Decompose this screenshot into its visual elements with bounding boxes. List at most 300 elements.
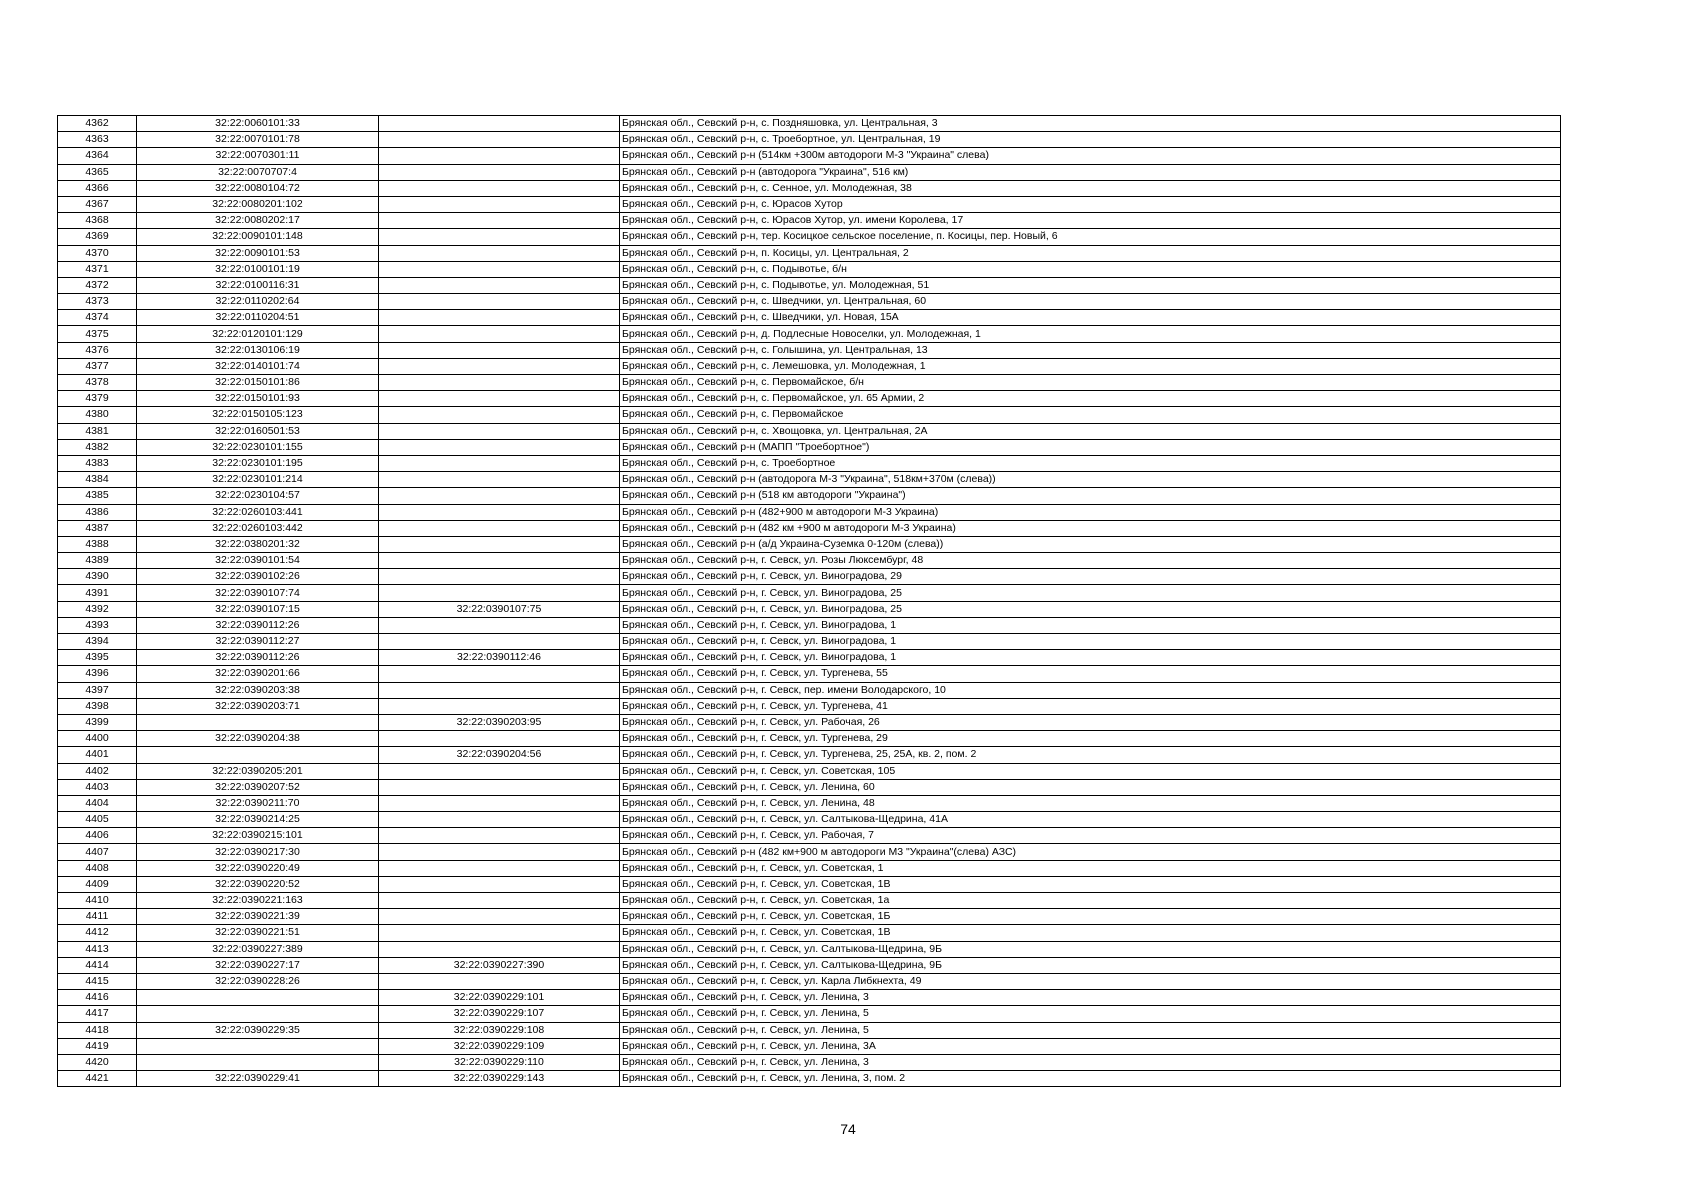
row-number-cell: 4391	[58, 585, 137, 601]
cadastral-number-cell: 32:22:0070101:78	[137, 132, 379, 148]
table-row	[58, 180, 1561, 196]
table-row	[58, 520, 1561, 536]
cadastral-number-cell: 32:22:0110204:51	[137, 310, 379, 326]
row-number-cell: 4394	[58, 634, 137, 650]
table-row	[58, 245, 1561, 261]
linked-cadastral-number-cell	[379, 439, 620, 455]
cadastral-number-cell: 32:22:0390220:49	[137, 860, 379, 876]
row-number-cell: 4418	[58, 1022, 137, 1038]
linked-cadastral-number-cell	[379, 925, 620, 941]
linked-cadastral-number-cell	[379, 941, 620, 957]
row-number-cell: 4403	[58, 779, 137, 795]
table-row	[58, 391, 1561, 407]
table-row	[58, 213, 1561, 229]
linked-cadastral-number-cell	[379, 407, 620, 423]
linked-cadastral-number-cell	[379, 196, 620, 212]
linked-cadastral-number-cell	[379, 358, 620, 374]
row-number-cell: 4383	[58, 455, 137, 471]
cadastral-number-cell: 32:22:0090101:53	[137, 245, 379, 261]
address-cell: Брянская обл., Севский р-н, г. Севск, ул. Виноградова, 25	[620, 585, 1561, 601]
table-row	[58, 277, 1561, 293]
address-cell: Брянская обл., Севский р-н, с. Сенное, ул. Молодежная, 38	[620, 180, 1561, 196]
linked-cadastral-number-cell	[379, 455, 620, 471]
table-row	[58, 423, 1561, 439]
row-number-cell: 4421	[58, 1071, 137, 1087]
table-row	[58, 893, 1561, 909]
table-row	[58, 634, 1561, 650]
cadastral-number-cell: 32:22:0090101:148	[137, 229, 379, 245]
address-cell: Брянская обл., Севский р-н, с. Первомайское	[620, 407, 1561, 423]
address-cell: Брянская обл., Севский р-н, г. Севск, ул. Виноградова, 1	[620, 650, 1561, 666]
linked-cadastral-number-cell	[379, 617, 620, 633]
row-number-cell: 4393	[58, 617, 137, 633]
address-cell: Брянская обл., Севский р-н, г. Севск, ул. Ленина, 3, пом. 2	[620, 1071, 1561, 1087]
linked-cadastral-number-cell: 32:22:0390229:101	[379, 990, 620, 1006]
cadastral-number-cell: 32:22:0060101:33	[137, 116, 379, 132]
row-number-cell: 4380	[58, 407, 137, 423]
linked-cadastral-number-cell	[379, 553, 620, 569]
cadastral-number-cell: 32:22:0140101:74	[137, 358, 379, 374]
table-row	[58, 909, 1561, 925]
cadastral-number-cell: 32:22:0150105:123	[137, 407, 379, 423]
address-cell: Брянская обл., Севский р-н, г. Севск, ул. Тургенева, 55	[620, 666, 1561, 682]
address-cell: Брянская обл., Севский р-н, тер. Косицкое сельское поселение, п. Косицы, пер. Новый, 6	[620, 229, 1561, 245]
linked-cadastral-number-cell: 32:22:0390229:110	[379, 1054, 620, 1070]
table-row	[58, 973, 1561, 989]
linked-cadastral-number-cell	[379, 294, 620, 310]
linked-cadastral-number-cell	[379, 973, 620, 989]
table-row	[58, 504, 1561, 520]
cadastral-number-cell: 32:22:0390220:52	[137, 876, 379, 892]
row-number-cell: 4374	[58, 310, 137, 326]
cadastral-number-cell: 32:22:0160501:53	[137, 423, 379, 439]
cadastral-number-cell: 32:22:0390112:26	[137, 617, 379, 633]
cadastral-number-cell	[137, 714, 379, 730]
row-number-cell: 4371	[58, 261, 137, 277]
table-row	[58, 763, 1561, 779]
table-row	[58, 860, 1561, 876]
address-cell: Брянская обл., Севский р-н, г. Севск, пер. имени Володарского, 10	[620, 682, 1561, 698]
cadastral-number-cell	[137, 1038, 379, 1054]
address-cell: Брянская обл., Севский р-н (МАПП "Троебортное")	[620, 439, 1561, 455]
linked-cadastral-number-cell	[379, 536, 620, 552]
table-row	[58, 731, 1561, 747]
table-row	[58, 990, 1561, 1006]
address-cell: Брянская обл., Севский р-н, с. Голышина, ул. Центральная, 13	[620, 342, 1561, 358]
table-row	[58, 941, 1561, 957]
cadastral-number-cell: 32:22:0100116:31	[137, 277, 379, 293]
row-number-cell: 4384	[58, 472, 137, 488]
address-cell: Брянская обл., Севский р-н, г. Севск, ул. Виноградова, 25	[620, 601, 1561, 617]
cadastral-number-cell: 32:22:0390101:54	[137, 553, 379, 569]
cadastral-number-cell: 32:22:0390221:163	[137, 893, 379, 909]
table-row	[58, 455, 1561, 471]
address-cell: Брянская обл., Севский р-н, г. Севск, ул. Советская, 1В	[620, 925, 1561, 941]
cadastral-number-cell: 32:22:0390207:52	[137, 779, 379, 795]
linked-cadastral-number-cell: 32:22:0390229:108	[379, 1022, 620, 1038]
cadastral-number-cell: 32:22:0120101:129	[137, 326, 379, 342]
address-cell: Брянская обл., Севский р-н, г. Севск, ул. Советская, 1а	[620, 893, 1561, 909]
data-table	[57, 115, 1561, 1087]
table-row	[58, 1022, 1561, 1038]
table-row	[58, 310, 1561, 326]
table-row	[58, 844, 1561, 860]
row-number-cell: 4372	[58, 277, 137, 293]
linked-cadastral-number-cell	[379, 164, 620, 180]
row-number-cell: 4367	[58, 196, 137, 212]
address-cell: Брянская обл., Севский р-н, с. Подывотье, ул. Молодежная, 51	[620, 277, 1561, 293]
table-row	[58, 957, 1561, 973]
linked-cadastral-number-cell: 32:22:0390107:75	[379, 601, 620, 617]
linked-cadastral-number-cell	[379, 666, 620, 682]
table-row	[58, 1071, 1561, 1087]
cadastral-number-cell: 32:22:0390203:71	[137, 698, 379, 714]
row-number-cell: 4369	[58, 229, 137, 245]
cadastral-number-cell: 32:22:0390107:74	[137, 585, 379, 601]
linked-cadastral-number-cell	[379, 148, 620, 164]
linked-cadastral-number-cell	[379, 245, 620, 261]
row-number-cell: 4390	[58, 569, 137, 585]
table-row	[58, 617, 1561, 633]
cadastral-number-cell: 32:22:0070707:4	[137, 164, 379, 180]
table-row	[58, 326, 1561, 342]
cadastral-number-cell: 32:22:0260103:442	[137, 520, 379, 536]
row-number-cell: 4392	[58, 601, 137, 617]
row-number-cell: 4415	[58, 973, 137, 989]
table-row	[58, 714, 1561, 730]
table-row	[58, 472, 1561, 488]
table-row	[58, 812, 1561, 828]
table-row	[58, 375, 1561, 391]
cadastral-number-cell: 32:22:0390217:30	[137, 844, 379, 860]
row-number-cell: 4387	[58, 520, 137, 536]
linked-cadastral-number-cell	[379, 310, 620, 326]
table-row	[58, 925, 1561, 941]
row-number-cell: 4386	[58, 504, 137, 520]
table-row	[58, 488, 1561, 504]
address-cell: Брянская обл., Севский р-н, г. Севск, ул. Ленина, 5	[620, 1022, 1561, 1038]
row-number-cell: 4407	[58, 844, 137, 860]
linked-cadastral-number-cell	[379, 795, 620, 811]
row-number-cell: 4365	[58, 164, 137, 180]
address-cell: Брянская обл., Севский р-н, с. Первомайское, ул. 65 Армии, 2	[620, 391, 1561, 407]
table-row	[58, 666, 1561, 682]
table-row	[58, 828, 1561, 844]
linked-cadastral-number-cell	[379, 261, 620, 277]
linked-cadastral-number-cell	[379, 116, 620, 132]
linked-cadastral-number-cell	[379, 213, 620, 229]
linked-cadastral-number-cell: 32:22:0390229:107	[379, 1006, 620, 1022]
row-number-cell: 4414	[58, 957, 137, 973]
linked-cadastral-number-cell	[379, 844, 620, 860]
cadastral-number-cell: 32:22:0230101:155	[137, 439, 379, 455]
row-number-cell: 4417	[58, 1006, 137, 1022]
cadastral-number-cell: 32:22:0390229:35	[137, 1022, 379, 1038]
row-number-cell: 4396	[58, 666, 137, 682]
row-number-cell: 4411	[58, 909, 137, 925]
cadastral-number-cell: 32:22:0390227:389	[137, 941, 379, 957]
row-number-cell: 4416	[58, 990, 137, 1006]
address-cell: Брянская обл., Севский р-н, г. Севск, ул. Тургенева, 29	[620, 731, 1561, 747]
address-cell: Брянская обл., Севский р-н, с. Юрасов Хутор	[620, 196, 1561, 212]
cadastral-number-cell: 32:22:0100101:19	[137, 261, 379, 277]
table-row	[58, 358, 1561, 374]
table-row	[58, 876, 1561, 892]
address-cell: Брянская обл., Севский р-н, с. Шведчики, ул. Центральная, 60	[620, 294, 1561, 310]
address-cell: Брянская обл., Севский р-н, г. Севск, ул. Салтыкова-Щедрина, 9Б	[620, 941, 1561, 957]
cadastral-number-cell: 32:22:0150101:86	[137, 375, 379, 391]
cadastral-number-cell	[137, 1054, 379, 1070]
address-cell: Брянская обл., Севский р-н, с. Поздняшовка, ул. Центральная, 3	[620, 116, 1561, 132]
linked-cadastral-number-cell: 32:22:0390229:143	[379, 1071, 620, 1087]
row-number-cell: 4368	[58, 213, 137, 229]
linked-cadastral-number-cell	[379, 779, 620, 795]
cadastral-number-cell: 32:22:0110202:64	[137, 294, 379, 310]
row-number-cell: 4406	[58, 828, 137, 844]
row-number-cell: 4409	[58, 876, 137, 892]
address-cell: Брянская обл., Севский р-н, г. Севск, ул. Ленина, 48	[620, 795, 1561, 811]
linked-cadastral-number-cell	[379, 229, 620, 245]
row-number-cell: 4376	[58, 342, 137, 358]
linked-cadastral-number-cell	[379, 326, 620, 342]
linked-cadastral-number-cell	[379, 682, 620, 698]
cadastral-number-cell: 32:22:0390204:38	[137, 731, 379, 747]
address-cell: Брянская обл., Севский р-н, г. Севск, ул. Салтыкова-Щедрина, 41А	[620, 812, 1561, 828]
row-number-cell: 4373	[58, 294, 137, 310]
address-cell: Брянская обл., Севский р-н, с. Троебортное, ул. Центральная, 19	[620, 132, 1561, 148]
row-number-cell: 4370	[58, 245, 137, 261]
table-row	[58, 553, 1561, 569]
linked-cadastral-number-cell	[379, 423, 620, 439]
linked-cadastral-number-cell	[379, 472, 620, 488]
cadastral-number-cell: 32:22:0390227:17	[137, 957, 379, 973]
cadastral-number-cell: 32:22:0390102:26	[137, 569, 379, 585]
linked-cadastral-number-cell	[379, 763, 620, 779]
linked-cadastral-number-cell	[379, 391, 620, 407]
table-row	[58, 1038, 1561, 1054]
table-row	[58, 164, 1561, 180]
row-number-cell: 4420	[58, 1054, 137, 1070]
table-row	[58, 439, 1561, 455]
cadastral-number-cell: 32:22:0390112:27	[137, 634, 379, 650]
row-number-cell: 4378	[58, 375, 137, 391]
linked-cadastral-number-cell: 32:22:0390204:56	[379, 747, 620, 763]
address-cell: Брянская обл., Севский р-н, д. Подлесные Новоселки, ул. Молодежная, 1	[620, 326, 1561, 342]
linked-cadastral-number-cell	[379, 132, 620, 148]
row-number-cell: 4381	[58, 423, 137, 439]
table-row	[58, 294, 1561, 310]
cadastral-number-cell: 32:22:0390211:70	[137, 795, 379, 811]
cadastral-number-cell: 32:22:0390214:25	[137, 812, 379, 828]
table-row	[58, 795, 1561, 811]
address-cell: Брянская обл., Севский р-н, г. Севск, ул. Розы Люксембург, 48	[620, 553, 1561, 569]
address-cell: Брянская обл., Севский р-н, г. Севск, ул. Карла Либкнехта, 49	[620, 973, 1561, 989]
table-row	[58, 1054, 1561, 1070]
cadastral-number-cell: 32:22:0390112:26	[137, 650, 379, 666]
address-cell: Брянская обл., Севский р-н, г. Севск, ул. Тургенева, 25, 25А, кв. 2, пом. 2	[620, 747, 1561, 763]
linked-cadastral-number-cell	[379, 342, 620, 358]
cadastral-number-cell: 32:22:0070301:11	[137, 148, 379, 164]
row-number-cell: 4395	[58, 650, 137, 666]
cadastral-number-cell: 32:22:0230104:57	[137, 488, 379, 504]
address-cell: Брянская обл., Севский р-н, г. Севск, ул. Ленина, 5	[620, 1006, 1561, 1022]
row-number-cell: 4405	[58, 812, 137, 828]
address-cell: Брянская обл., Севский р-н (482 км +900 м автодороги М-3 Украина)	[620, 520, 1561, 536]
row-number-cell: 4389	[58, 553, 137, 569]
row-number-cell: 4402	[58, 763, 137, 779]
table-body	[58, 116, 1561, 1087]
table-row	[58, 682, 1561, 698]
linked-cadastral-number-cell: 32:22:0390112:46	[379, 650, 620, 666]
row-number-cell: 4419	[58, 1038, 137, 1054]
row-number-cell: 4410	[58, 893, 137, 909]
linked-cadastral-number-cell	[379, 504, 620, 520]
row-number-cell: 4379	[58, 391, 137, 407]
table-row	[58, 132, 1561, 148]
cadastral-number-cell	[137, 747, 379, 763]
linked-cadastral-number-cell: 32:22:0390229:109	[379, 1038, 620, 1054]
address-cell: Брянская обл., Севский р-н, с. Первомайское, б/н	[620, 375, 1561, 391]
address-cell: Брянская обл., Севский р-н, г. Севск, ул. Рабочая, 26	[620, 714, 1561, 730]
row-number-cell: 4362	[58, 116, 137, 132]
row-number-cell: 4366	[58, 180, 137, 196]
address-cell: Брянская обл., Севский р-н, г. Севск, ул. Советская, 105	[620, 763, 1561, 779]
linked-cadastral-number-cell	[379, 698, 620, 714]
address-cell: Брянская обл., Севский р-н (514км +300м автодороги М-3 "Украина" слева)	[620, 148, 1561, 164]
row-number-cell: 4401	[58, 747, 137, 763]
table-row	[58, 148, 1561, 164]
linked-cadastral-number-cell: 32:22:0390203:95	[379, 714, 620, 730]
address-cell: Брянская обл., Севский р-н (482 км+900 м автодороги М3 "Украина"(слева) АЗС)	[620, 844, 1561, 860]
page-number: 74	[840, 1121, 856, 1137]
table-row	[58, 585, 1561, 601]
cadastral-number-cell: 32:22:0230101:214	[137, 472, 379, 488]
address-cell: Брянская обл., Севский р-н, г. Севск, ул. Ленина, 60	[620, 779, 1561, 795]
table-row	[58, 407, 1561, 423]
address-cell: Брянская обл., Севский р-н, г. Севск, ул. Советская, 1	[620, 860, 1561, 876]
address-cell: Брянская обл., Севский р-н, с. Юрасов Хутор, ул. имени Королева, 17	[620, 213, 1561, 229]
cadastral-number-cell: 32:22:0390221:39	[137, 909, 379, 925]
cadastral-number-cell: 32:22:0080201:102	[137, 196, 379, 212]
address-cell: Брянская обл., Севский р-н, с. Троебортное	[620, 455, 1561, 471]
address-cell: Брянская обл., Севский р-н (а/д Украина-Суземка 0-120м (слева))	[620, 536, 1561, 552]
linked-cadastral-number-cell	[379, 909, 620, 925]
address-cell: Брянская обл., Севский р-н, г. Севск, ул. Советская, 1В	[620, 876, 1561, 892]
row-number-cell: 4404	[58, 795, 137, 811]
address-cell: Брянская обл., Севский р-н, г. Севск, ул. Ленина, 3	[620, 990, 1561, 1006]
row-number-cell: 4377	[58, 358, 137, 374]
table-row	[58, 650, 1561, 666]
cadastral-number-cell: 32:22:0390215:101	[137, 828, 379, 844]
cadastral-number-cell: 32:22:0150101:93	[137, 391, 379, 407]
row-number-cell: 4397	[58, 682, 137, 698]
address-cell: Брянская обл., Севский р-н, п. Косицы, ул. Центральная, 2	[620, 245, 1561, 261]
table-row	[58, 342, 1561, 358]
cadastral-number-cell: 32:22:0230101:195	[137, 455, 379, 471]
linked-cadastral-number-cell	[379, 585, 620, 601]
table-row	[58, 261, 1561, 277]
cadastral-number-cell: 32:22:0390203:38	[137, 682, 379, 698]
row-number-cell: 4364	[58, 148, 137, 164]
row-number-cell: 4408	[58, 860, 137, 876]
table-row	[58, 698, 1561, 714]
cadastral-number-cell: 32:22:0390205:201	[137, 763, 379, 779]
row-number-cell: 4363	[58, 132, 137, 148]
cadastral-number-cell	[137, 1006, 379, 1022]
table-row	[58, 779, 1561, 795]
address-cell: Брянская обл., Севский р-н, с. Подывотье, б/н	[620, 261, 1561, 277]
cadastral-number-cell: 32:22:0380201:32	[137, 536, 379, 552]
address-cell: Брянская обл., Севский р-н, с. Шведчики, ул. Новая, 15А	[620, 310, 1561, 326]
linked-cadastral-number-cell	[379, 520, 620, 536]
address-cell: Брянская обл., Севский р-н (518 км автодороги "Украина")	[620, 488, 1561, 504]
address-cell: Брянская обл., Севский р-н, г. Севск, ул. Виноградова, 1	[620, 634, 1561, 650]
address-cell: Брянская обл., Севский р-н, г. Севск, ул. Ленина, 3	[620, 1054, 1561, 1070]
linked-cadastral-number-cell	[379, 731, 620, 747]
table-row	[58, 536, 1561, 552]
table-row	[58, 229, 1561, 245]
address-cell: Брянская обл., Севский р-н (автодорога "Украина", 516 км)	[620, 164, 1561, 180]
cadastral-number-cell: 32:22:0390229:41	[137, 1071, 379, 1087]
address-cell: Брянская обл., Севский р-н, г. Севск, ул. Виноградова, 29	[620, 569, 1561, 585]
row-number-cell: 4385	[58, 488, 137, 504]
table-row	[58, 747, 1561, 763]
cadastral-number-cell	[137, 990, 379, 1006]
row-number-cell: 4400	[58, 731, 137, 747]
address-cell: Брянская обл., Севский р-н, г. Севск, ул. Салтыкова-Щедрина, 9Б	[620, 957, 1561, 973]
linked-cadastral-number-cell	[379, 634, 620, 650]
linked-cadastral-number-cell	[379, 893, 620, 909]
cadastral-number-cell: 32:22:0390228:26	[137, 973, 379, 989]
table-row	[58, 601, 1561, 617]
linked-cadastral-number-cell	[379, 812, 620, 828]
cadastral-number-cell: 32:22:0390201:66	[137, 666, 379, 682]
linked-cadastral-number-cell	[379, 180, 620, 196]
row-number-cell: 4375	[58, 326, 137, 342]
cadastral-number-cell: 32:22:0390221:51	[137, 925, 379, 941]
table-row	[58, 116, 1561, 132]
row-number-cell: 4412	[58, 925, 137, 941]
linked-cadastral-number-cell	[379, 828, 620, 844]
linked-cadastral-number-cell	[379, 277, 620, 293]
linked-cadastral-number-cell	[379, 488, 620, 504]
linked-cadastral-number-cell	[379, 375, 620, 391]
cadastral-number-cell: 32:22:0390107:15	[137, 601, 379, 617]
address-cell: Брянская обл., Севский р-н, г. Севск, ул. Рабочая, 7	[620, 828, 1561, 844]
row-number-cell: 4388	[58, 536, 137, 552]
row-number-cell: 4398	[58, 698, 137, 714]
linked-cadastral-number-cell: 32:22:0390227:390	[379, 957, 620, 973]
address-cell: Брянская обл., Севский р-н, г. Севск, ул. Советская, 1Б	[620, 909, 1561, 925]
address-cell: Брянская обл., Севский р-н (автодорога М-3 "Украина", 518км+370м (слева))	[620, 472, 1561, 488]
cadastral-number-cell: 32:22:0080202:17	[137, 213, 379, 229]
table-row	[58, 196, 1561, 212]
linked-cadastral-number-cell	[379, 876, 620, 892]
address-cell: Брянская обл., Севский р-н, с. Хвощовка, ул. Центральная, 2А	[620, 423, 1561, 439]
table-row	[58, 1006, 1561, 1022]
address-cell: Брянская обл., Севский р-н, г. Севск, ул. Ленина, 3А	[620, 1038, 1561, 1054]
linked-cadastral-number-cell	[379, 569, 620, 585]
address-cell: Брянская обл., Севский р-н, г. Севск, ул. Виноградова, 1	[620, 617, 1561, 633]
cadastral-number-cell: 32:22:0130106:19	[137, 342, 379, 358]
row-number-cell: 4382	[58, 439, 137, 455]
row-number-cell: 4399	[58, 714, 137, 730]
cadastral-number-cell: 32:22:0080104:72	[137, 180, 379, 196]
address-cell: Брянская обл., Севский р-н, г. Севск, ул. Тургенева, 41	[620, 698, 1561, 714]
table-row	[58, 569, 1561, 585]
address-cell: Брянская обл., Севский р-н, с. Лемешовка, ул. Молодежная, 1	[620, 358, 1561, 374]
address-cell: Брянская обл., Севский р-н (482+900 м автодороги М-3 Украина)	[620, 504, 1561, 520]
